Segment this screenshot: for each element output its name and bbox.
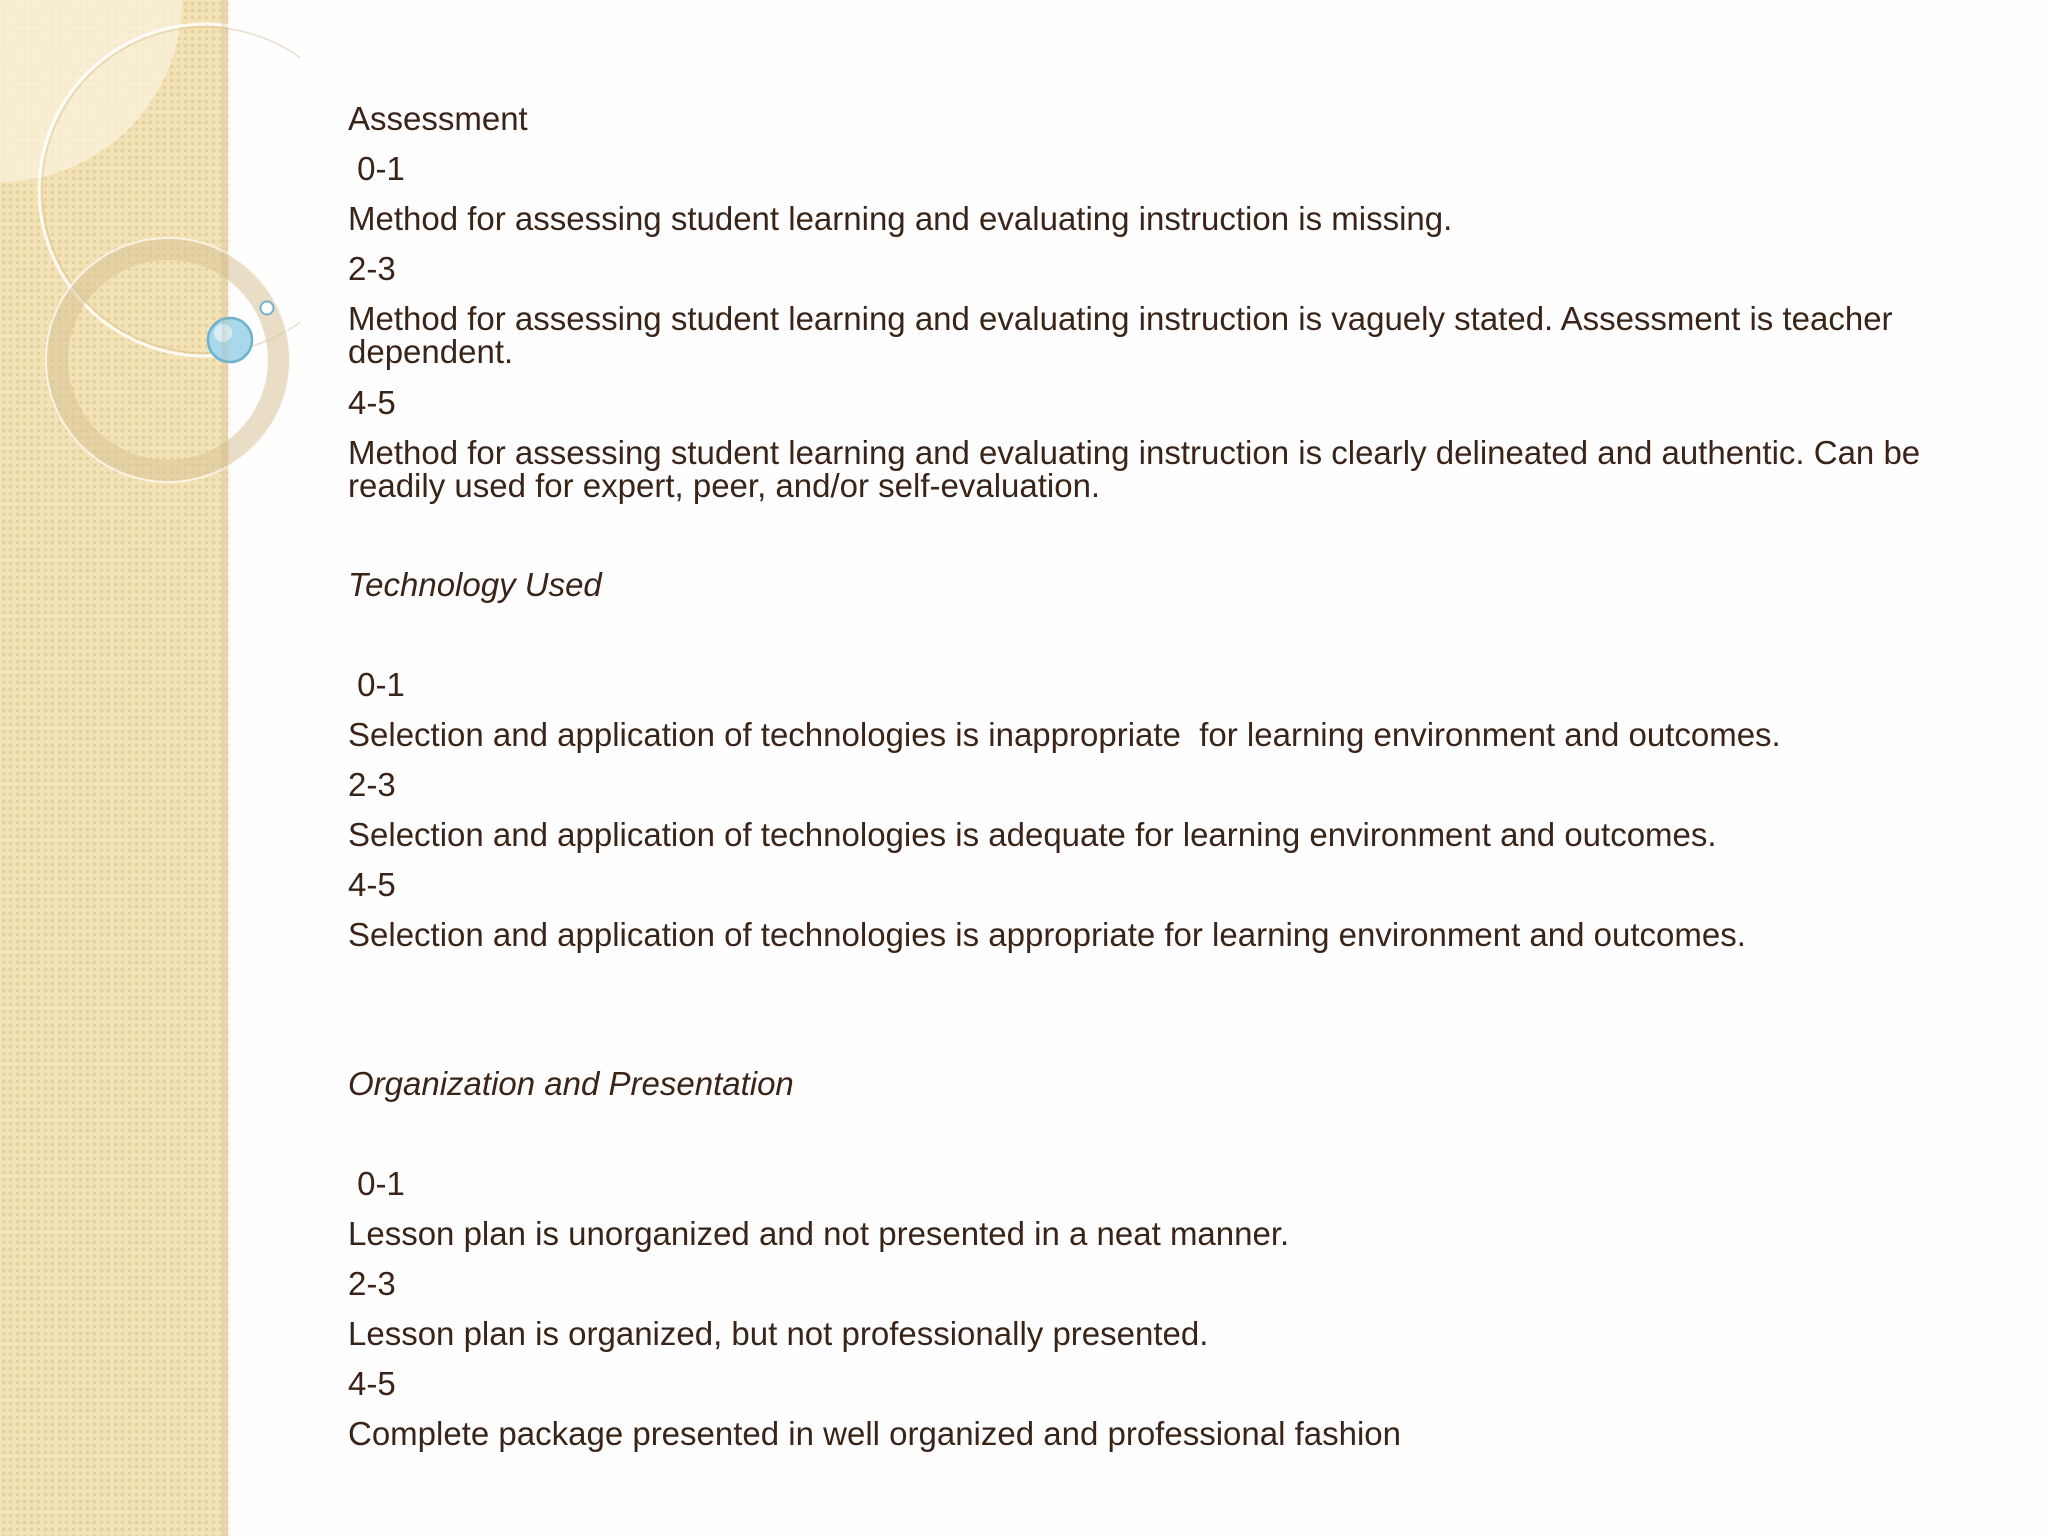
- panel-edge-shadow: [222, 0, 232, 1536]
- description-text: Selection and application of technologies is inappropriate for learning environment and outcomes.: [348, 716, 1781, 753]
- level-description: [348, 298, 1988, 382]
- score-label: 0-1: [348, 666, 405, 703]
- level-description: [348, 1313, 1988, 1363]
- score-range: [348, 248, 1988, 298]
- section-heading-technology: [348, 564, 1988, 614]
- score-range: [348, 664, 1988, 714]
- heading-text: Assessment: [348, 100, 528, 137]
- description-text: Selection and application of technologies is appropriate for learning environment and outcomes.: [348, 916, 1746, 953]
- level-description: [348, 914, 1988, 964]
- spacer: [348, 1113, 1988, 1163]
- description-text: Method for assessing student learning and evaluating instruction is missing.: [348, 200, 1453, 237]
- score-range: [348, 382, 1988, 432]
- score-range: [348, 1263, 1988, 1313]
- score-label: 4-5: [348, 866, 396, 903]
- thick-ring-icon: [57, 249, 279, 471]
- level-description: [348, 432, 1988, 516]
- score-range: [348, 1163, 1988, 1213]
- score-range: [348, 148, 1988, 198]
- score-range: [348, 864, 1988, 914]
- score-label: 2-3: [348, 250, 396, 287]
- description-text: Method for assessing student learning and evaluating instruction is clearly delineated and authentic. Can be readily used for expert, peer, and/or self-evaluation.: [348, 434, 1930, 504]
- description-text: Method for assessing student learning and evaluating instruction is vaguely stated. Assessment is teacher dependent.: [348, 300, 1902, 370]
- spacer: [348, 516, 1988, 564]
- description-text: Complete package presented in well organized and professional fashion: [348, 1415, 1402, 1452]
- rubric-content: [348, 98, 1988, 1463]
- score-range: [348, 764, 1988, 814]
- score-label: 2-3: [348, 1265, 396, 1302]
- score-label: 0-1: [348, 1165, 405, 1202]
- level-description: [348, 814, 1988, 864]
- score-label: 2-3: [348, 766, 396, 803]
- spacer: [348, 964, 1988, 1063]
- level-description: [348, 1213, 1988, 1263]
- score-label: 4-5: [348, 1365, 396, 1402]
- heading-text: Technology Used: [348, 566, 602, 603]
- level-description: [348, 198, 1988, 248]
- description-text: Selection and application of technologies is adequate for learning environment and outcomes.: [348, 816, 1717, 853]
- description-text: Lesson plan is unorganized and not presented in a neat manner.: [348, 1215, 1290, 1252]
- score-label: 0-1: [348, 150, 405, 187]
- decorative-rings: [0, 0, 300, 520]
- description-text: Lesson plan is organized, but not professionally presented.: [348, 1315, 1209, 1352]
- section-heading-assessment: [348, 98, 1988, 148]
- level-description: [348, 1413, 1988, 1463]
- small-bubble-icon: [261, 302, 274, 315]
- score-label: 4-5: [348, 384, 396, 421]
- spacer: [348, 614, 1988, 664]
- score-range: [348, 1363, 1988, 1413]
- heading-text: Organization and Presentation: [348, 1065, 794, 1102]
- section-heading-organization: [348, 1063, 1988, 1113]
- level-description: [348, 714, 1988, 764]
